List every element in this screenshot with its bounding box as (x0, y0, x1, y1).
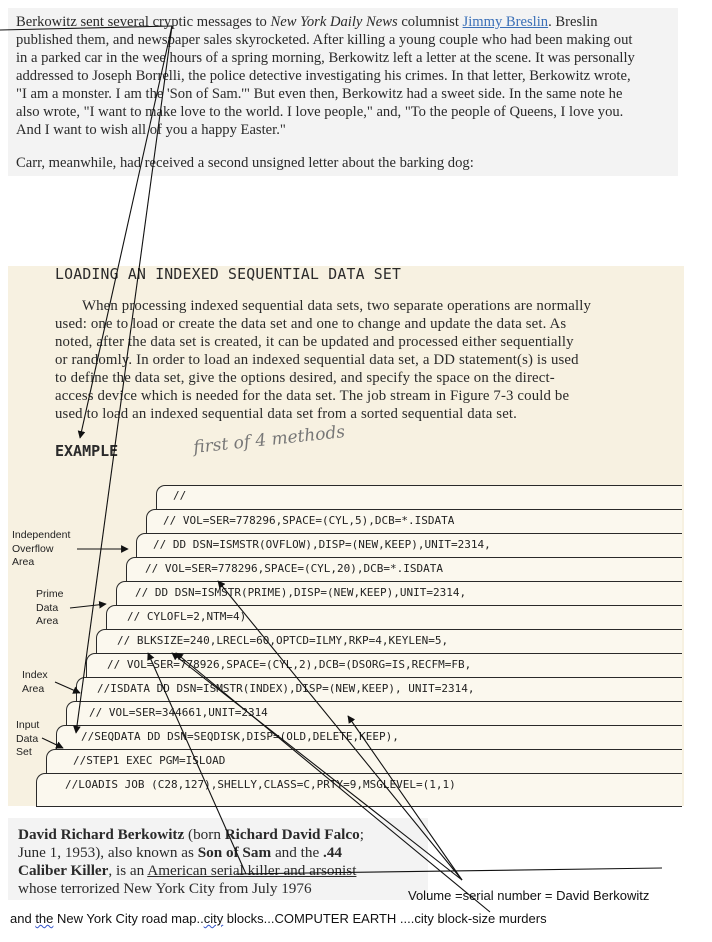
jcl-card: //LOADIS JOB (C28,127),SHELLY,CLASS=C,PRTY=9,MSGLEVEL=(1,1) (36, 773, 682, 807)
arrow-serial-killer (148, 653, 246, 874)
jcl-card: // VOL=SER=778926,SPACE=(CYL,2),DCB=(DSORG=IS,RECFM=FB, (86, 653, 682, 679)
jcl-card: //SEQDATA DD DSN=SEQDISK,DISP=(OLD,DELETE,KEEP), (56, 725, 682, 751)
volume-note: Volume =serial number = David Berkowitz (408, 888, 650, 903)
document-line: used: one to load or create the data set and one to change and update the data set. As (55, 316, 567, 332)
label-index-area: Index Area (22, 669, 48, 695)
bottom-note: and the New York City road map..city blocks...COMPUTER EARTH ....city block-size murders (10, 911, 547, 926)
document-line: access device which is needed for the data set. The job stream in Figure 7-3 could be (55, 388, 570, 404)
news-line-6: also wrote, "I want to make love to the world. I love people," and, "To the people of Queens, I love you. (16, 104, 624, 120)
handwritten-note: first of 4 methods (192, 422, 347, 458)
arrow-index (55, 682, 80, 693)
jcl-card: // BLKSIZE=240,LRECL=60,OPTCD=ILMY,RKP=4,KEYLEN=5, (96, 629, 682, 655)
arrow-vol-778296 (218, 581, 462, 880)
document-line: noted, after the data set is created, it can be updated and processed either sequentially (55, 334, 574, 350)
news-line-7: And I want to wish all of you a happy Easter." (16, 122, 286, 138)
arrow-input (42, 738, 63, 748)
jcl-card: // DD DSN=ISMSTR(OVFLOW),DISP=(NEW,KEEP),UNIT=2314, (136, 533, 682, 559)
news-line-8: Carr, meanwhile, had received a second unsigned letter about the barking dog: (16, 155, 474, 171)
jcl-card: //STEP1 EXEC PGM=ISLOAD (46, 749, 682, 775)
document-line: to define the data set, give the options desired, and specify the space on the direct- (55, 370, 555, 386)
news-line-2: published them, and newspaper sales skyrocketed. After killing a young couple who had been making out (16, 32, 633, 48)
label-overflow-area: Independent Overflow Area (12, 529, 71, 568)
wiki-line-2: June 1, 1953), also known as Son of Sam and the .44 (18, 844, 342, 861)
wiki-line-1: David Richard Berkowitz (born Richard David Falco; (18, 826, 364, 843)
news-line-5: "I am a monster. I am the 'Son of Sam.'" But even then, Berkowitz had a sweet side. In the same note he (16, 86, 623, 102)
jcl-card: // CYLOFL=2,NTM=4) (106, 605, 682, 631)
arrow-to-vol-ser (76, 26, 172, 733)
document-line: When processing indexed sequential data sets, two separate operations are normally (82, 298, 592, 314)
jcl-card: // (156, 485, 682, 511)
jcl-card: // VOL=SER=344661,UNIT=2314 (66, 701, 682, 727)
underline-stroke (0, 26, 172, 30)
news-line-4: addressed to Joseph Borrelli, the police detective investigating his crimes. In that letter, Berkowitz wrote, (16, 68, 631, 84)
american-serial-killer-link[interactable]: American serial killer and arsonist (147, 862, 357, 879)
arrow-vol-344661 (348, 716, 462, 880)
document-line: used to load an indexed sequential data set from a sorted sequential data set. (55, 406, 518, 422)
example-label: EXAMPLE (55, 442, 119, 460)
jimmy-breslin-link[interactable]: Jimmy Breslin (462, 14, 549, 30)
jcl-card: // VOL=SER=778296,SPACE=(CYL,5),DCB=*.ISDATA (146, 509, 682, 535)
news-line-3: in a parked car in the wee hours of a spring morning, Berkowitz left a letter at the scene. It was personally (16, 50, 635, 66)
arrow-prime (70, 604, 106, 608)
underline-serial (236, 868, 662, 874)
arrow-vol-778926 (172, 653, 462, 880)
jcl-card: // VOL=SER=778296,SPACE=(CYL,20),DCB=*.ISDATA (126, 557, 682, 583)
news-line-1: Berkowitz sent several cryptic messages to New York Daily News columnist Jimmy Breslin. Breslin (16, 14, 598, 30)
document-title: LOADING AN INDEXED SEQUENTIAL DATA SET (55, 266, 402, 283)
document-line: or randomly. In order to load an indexed sequential data set, a DD statement(s) is used (55, 352, 579, 368)
label-input-data-set: Input Data Set (16, 719, 40, 758)
wiki-line-3: Caliber Killer, is an American serial killer and arsonist (18, 862, 357, 879)
jcl-card: // DD DSN=ISMSTR(PRIME),DISP=(NEW,KEEP),UNIT=2314, (116, 581, 682, 607)
wiki-line-4: whose terrorized New York City from July 1976 (18, 880, 312, 897)
label-prime-data-area: Prime Data Area (36, 588, 64, 627)
arrow-to-example (80, 26, 172, 438)
jcl-card: //ISDATA DD DSN=ISMSTR(INDEX),DISP=(NEW,KEEP), UNIT=2314, (76, 677, 682, 703)
